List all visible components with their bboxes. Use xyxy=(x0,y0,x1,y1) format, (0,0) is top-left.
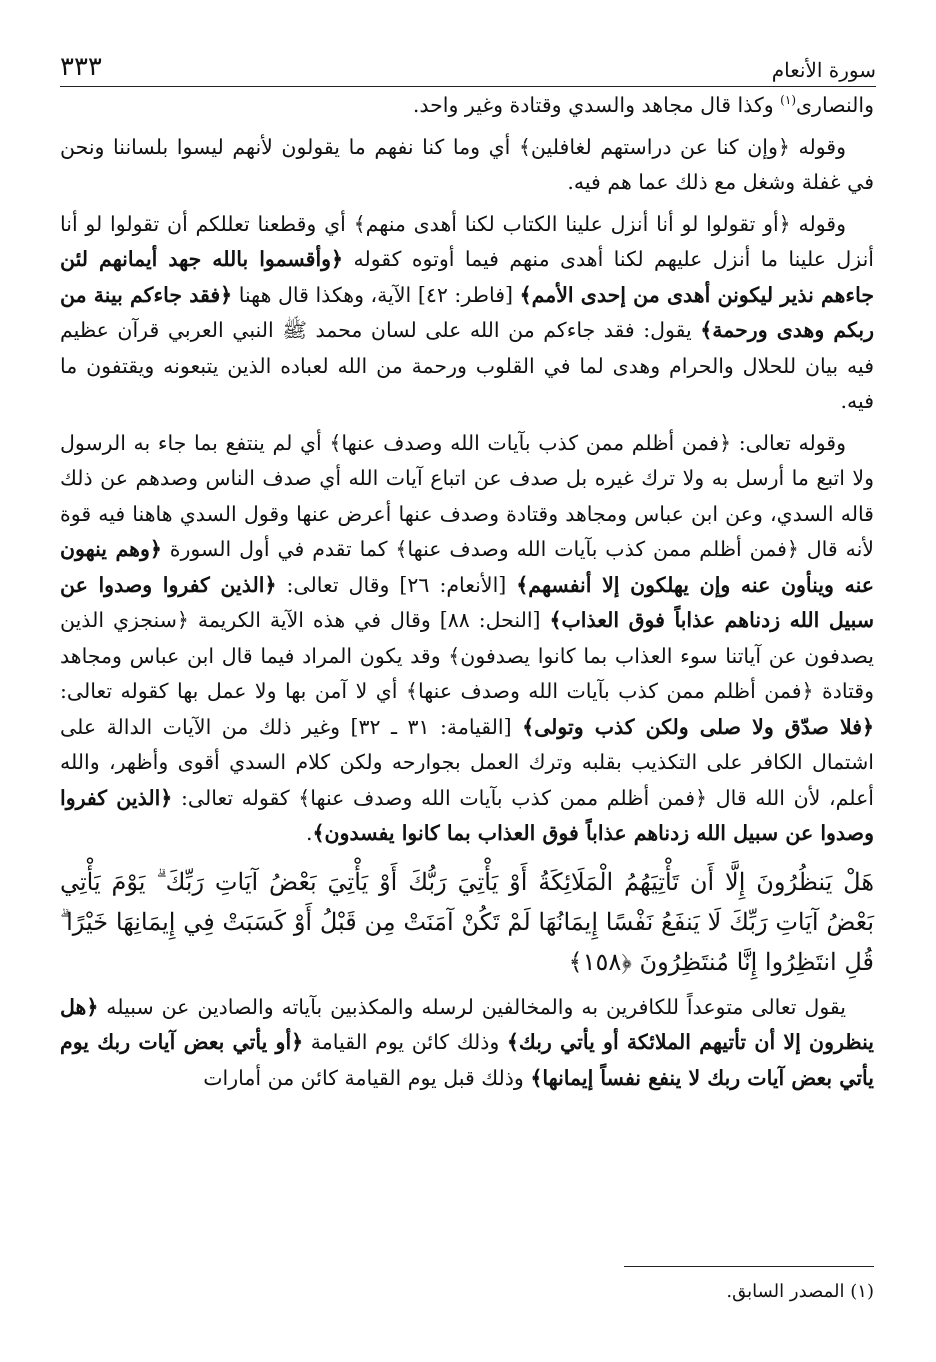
paragraph xyxy=(60,207,874,420)
verse-number: ﴿١٥٨﴾ xyxy=(568,947,632,976)
text-run: [فاطر: ٤٢] الآية، وهكذا قال ههنا xyxy=(232,282,520,307)
text-run: . xyxy=(305,821,313,845)
text-run: [القيامة: ٣١ ـ ٣٢] وغير ذلك من الآيات الدالة على اشتمال الكافر على التكذيب بقلبه وترك العمل بجوارحه ولكن كلام السدي أقوى وأظهر، والله أعلم، لأن الله قال ﴿فمن أظلم ممن كذب بآيات الله وصدف عنها﴾ كقوله تعالى: xyxy=(60,714,874,810)
text-run: وكذا قال مجاهد والسدي وقتادة وغير واحد. xyxy=(412,93,781,117)
paragraph xyxy=(60,426,874,852)
footnote-text: المصدر السابق. xyxy=(726,1281,845,1302)
verse-text: هَلْ يَنظُرُونَ إِلَّا أَن تَأْتِيَهُمُ الْمَلَائِكَةُ أَوْ يَأْتِيَ رَبُّكَ أَوْ يَأْتِيَ بَعْضُ آيَاتِ رَبِّكَ ۗ يَوْمَ يَأْتِي بَعْضُ آيَاتِ رَبِّكَ لَا يَنفَعُ نَفْسًا إِيمَانُهَا لَمْ تَكُنْ آمَنَتْ مِن قَبْلُ أَوْ كَسَبَتْ فِي إِيمَانِهَا خَيْرًا ۗ قُلِ انتَظِرُوا إِنَّا مُنتَظِرُونَ xyxy=(60,867,875,976)
quoted-verse: ﴿فقد جاءكم بينة من ربكم وهدى ورحمة﴾ xyxy=(60,282,874,342)
quoted-verse: ﴿هل ينظرون إلا أن تأتيهم الملائكة أو يأتي ربك﴾ xyxy=(60,994,875,1054)
quoted-verse: ﴿فلا صدّق ولا صلى ولكن كذب وتولى﴾ xyxy=(522,714,875,739)
quoted-verse: ﴿الذين كفروا وصدوا عن سبيل الله زدناهم عذاباً فوق العذاب بما كانوا يفسدون﴾ xyxy=(60,785,874,845)
paragraph-continuation xyxy=(60,88,874,124)
paragraph xyxy=(60,130,874,201)
paragraph-after-verse xyxy=(60,990,874,1097)
page-header xyxy=(60,42,876,87)
text-run: يقول: فقد جاءكم من الله على لسان محمد ﷺ النبي العربي قرآن عظيم فيه بيان للحلال والحرام وهدى لما في القلوب ورحمة من الله لعباده الذين يتبعونه ويقتفون ما فيه. xyxy=(60,318,874,413)
text-run: [الأنعام: ٢٦] وقال تعالى: xyxy=(276,572,517,597)
text-run: وقوله تعالى: ﴿فمن أظلم ممن كذب بآيات الله وصدف عنها﴾ أي لم ينتفع بما جاء به الرسول ولا اتبع ما أرسل به ولا ترك غيره بل صدف عن اتباع آيات الله أي صدف الناس وصدهم عن ذلك قاله السدي، وعن ابن عباس ومجاهد وقتادة وصدف عنها أعرض عنها وقول السدي هاهنا فيه قوة لأنه قال ﴿فمن أظلم ممن كذب بآيات الله وصدف عنها﴾ كما تقدم في أول السورة xyxy=(60,430,874,561)
page-number: ٣٣٣ xyxy=(60,52,102,82)
quoted-verse: ﴿الذين كفروا وصدوا عن سبيل الله زدناهم عذاباً فوق العذاب﴾ xyxy=(60,572,875,632)
footnote-1 xyxy=(60,1281,874,1302)
text-run: [النحل: ٨٨] وقال في هذه الآية الكريمة ﴿سنجزي الذين يصدفون عن آياتنا سوء العذاب بما كانوا يصدفون﴾ وقد يكون المراد فيما قال ابن عباس ومجاهد وقتادة ﴿فمن أظلم ممن كذب بآيات الله وصدف عنها﴾ أي لا آمن بها ولا عمل بها كقوله تعالى: xyxy=(60,608,874,703)
text-run: وذلك كائن يوم القيامة xyxy=(303,1030,507,1054)
text-run: يقول تعالى متوعداً للكافرين به والمخالفين لرسله والمكذبين بآياته والصادين عن سبيله xyxy=(98,994,846,1019)
quoted-verse: ﴿وهم ينهون عنه وينأون عنه وإن يهلكون إلا أنفسهم﴾ xyxy=(60,537,874,597)
text-run: وقوله ﴿وإن كنا عن دراستهم لغافلين﴾ أي وما كنا نفهم ما يقولون لأنهم ليسوا بلساننا ونحن في غفلة وشغل مع ذلك عما هم فيه. xyxy=(60,134,874,194)
footnote-marker: (١) xyxy=(850,1281,874,1302)
quoted-verse: ﴿وأقسموا بالله جهد أيمانهم لئن جاءهم نذير ليكونن أهدى من إحدى الأمم﴾ xyxy=(60,247,874,307)
quran-verse xyxy=(60,862,874,982)
text-run: وقوله ﴿أو تقولوا لو أنا أنزل علينا الكتاب لكنا أهدى منهم﴾ أي وقطعنا تعللكم أن تقولوا لو أنا أنزل علينا ما أنزل عليهم لكنا أهدى منهم فيما أوتوه كقوله xyxy=(60,211,874,271)
text-run: والنصارى xyxy=(796,93,874,117)
footnote-ref: (١) xyxy=(780,93,796,108)
text-run: وذلك قبل يوم القيامة كائن من أمارات xyxy=(203,1065,531,1090)
footnote-divider xyxy=(624,1266,874,1267)
footnotes xyxy=(60,1266,874,1302)
quoted-verse: ﴿أو يأتي بعض آيات ربك يوم يأتي بعض آيات ربك لا ينفع نفساً إيمانها﴾ xyxy=(60,1030,874,1090)
page-body xyxy=(60,88,874,1102)
surah-name: سورة الأنعام xyxy=(771,58,876,82)
